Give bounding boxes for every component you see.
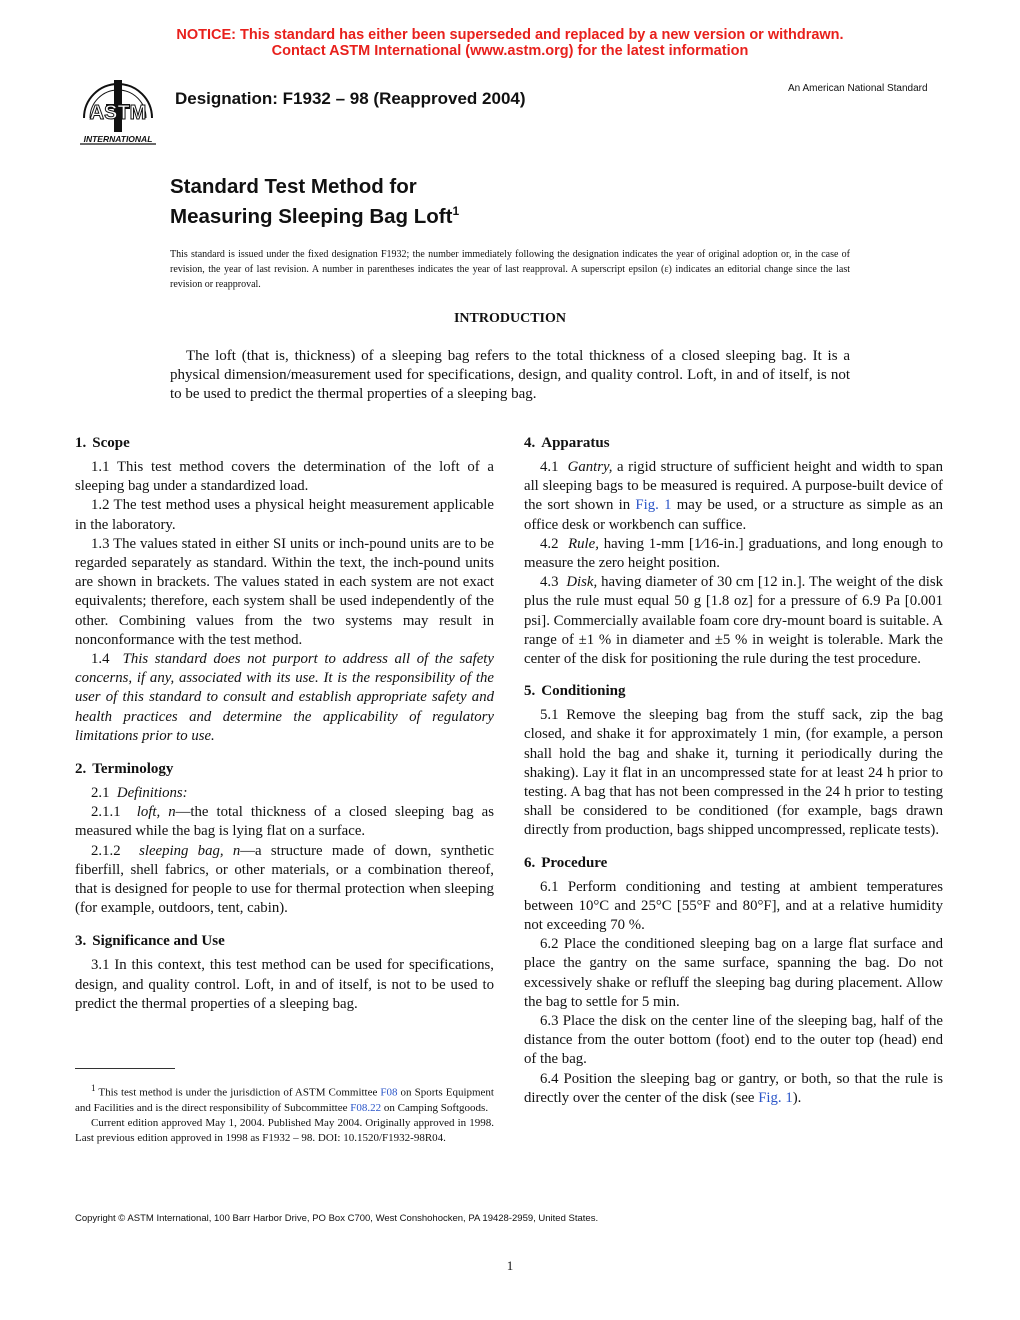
paragraph-4-3: 4.3 Disk, having diameter of 30 cm [12 in.]. The weight of the disk plus the rule must equal 50 g [1.8 oz] for a pressure of 6.9 Pa [0.001 psi]. Commercially available foam core dry-mount board is suitable. A range of ±1 % in diameter and ±5 % in weight is tolerable. Mark the center of the disk for positioning the rule during the test procedure.: [524, 574, 943, 668]
section-heading-significance: 3. Significance and Use: [75, 933, 225, 950]
introduction-text: [170, 347, 850, 405]
title-line-1: Standard Test Method for: [170, 175, 417, 198]
paragraph-1-3: 1.3 The values stated in either SI units or inch-pound units are to be regarded separately as standard. Within the text, the inch-pound units are shown in brackets. The values stated in each system are not exact equivalents; therefore, each system shall be used independently of the other. Combining values from the two systems may result in nonconformance with the test method.: [75, 535, 494, 648]
section-heading-scope: 1. Scope: [75, 435, 130, 451]
right-column: [524, 434, 943, 1108]
document-title: [170, 174, 459, 229]
paragraph-2-1-2: 2.1.2 sleeping bag, n—a structure made of down, synthetic fiberfill, shell fabrics, or other materials, or a combination thereof, that is designed for people to use for thermal protection when sleeping (for example, outdoors, tent, cabin).: [75, 842, 495, 917]
introduction-heading: INTRODUCTION: [453, 311, 566, 326]
paragraph-6-1: 6.1 Perform conditioning and testing at ambient temperatures between 10°C and 25°C [55°F and 80°F], and at a relative humidity not exceeding 70 %.: [524, 878, 943, 934]
notice-line-2: Contact ASTM International (www.astm.org) for the latest information: [271, 43, 749, 59]
paragraph-6-2: 6.2 Place the conditioned sleeping bag on a large flat surface and place the gantry on the same surface, spanning the bag. Do not excessively shake or refluff the sleeping bag during placement. Allow the bag to settle for 5 min.: [524, 936, 943, 1010]
copyright: Copyright © ASTM International, 100 Barr Harbor Drive, PO Box C700, West Conshohocken, PA 19428-2959, United States.: [75, 1213, 599, 1224]
footnote-1: $^1$ This test method is under the jurisdiction of ASTM Committee F08 on Sports Equipment and Facilities and is the direct responsibility of Subcommittee F08.22 on Camping Softgoods.: [75, 1083, 494, 1114]
committee-f08-link[interactable]: F08: [380, 1086, 398, 1099]
paragraph-4-2: 4.2 Rule, having 1-mm [1⁄16-in.] graduations, and long enough to measure the zero height position.: [524, 535, 944, 572]
paragraph-2-1: 2.1 Definitions:: [91, 785, 188, 802]
astm-logo: [76, 74, 160, 150]
logo-subtext: INTERNATIONAL: [83, 134, 153, 144]
footnote-divider: [75, 1068, 175, 1069]
paragraph-5-1: 5.1 Remove the sleeping bag from the stuff sack, zip the bag closed, and shake it for approximately 1 min, (for example, a person shall hold the bag and shake it, turning it periodically during the shaking). Lay it flat in an uncompressed state for at least 24 h prior to testing. A bag that has not been compressed in the 24 h prior to testing shall be considered to be conditioned (for example, bags drawn directly from production, bags shipped uncompressed, replicate tests).: [524, 707, 943, 839]
paragraph-6-3: 6.3 Place the disk on the center line of the sleeping bag, half of the distance from the outer bottom (foot) end to the outer top (head) end of the bag.: [524, 1013, 943, 1068]
title-footnote-ref[interactable]: 1: [452, 204, 460, 218]
section-heading-conditioning: 5. Conditioning: [524, 683, 626, 700]
fig-1-link-2[interactable]: Fig. 1: [758, 1089, 793, 1106]
title-line-2: Measuring Sleeping Bag Loft: [170, 204, 453, 228]
section-heading-apparatus: 4. Apparatus: [524, 435, 610, 451]
paragraph-1-1: 1.1 This test method covers the determination of the loft of a sleeping bag under a standardized load.: [75, 459, 494, 495]
logo-letters: ASTM: [89, 102, 147, 124]
footnote-edition: Current edition approved May 1, 2004. Published May 2004. Originally approved in 1998. Last previous edition approved in 1998 as F1932 – 98. DOI: 10.1520/F1932-98R04.: [75, 1116, 494, 1144]
notice-line-1: NOTICE: This standard has either been superseded and replaced by a new version or withdrawn.: [176, 27, 844, 43]
paragraph-2-1-1: 2.1.1 loft, n—the total thickness of a closed sleeping bag as measured while the bag is lying flat on a surface.: [75, 804, 494, 840]
paragraph-1-4: 1.4 This standard does not purport to address all of the safety concerns, if any, associated with its use. It is the responsibility of the user of this standard to consult and establish appropriate safety and health practices and determine the applicability of regulatory limitations prior to use.: [75, 651, 494, 744]
footnote: [75, 1081, 494, 1146]
subcommittee-f08-22-link[interactable]: F08.22: [350, 1101, 382, 1114]
notice-banner: [0, 27, 1020, 59]
american-national-standard: An American National Standard: [788, 83, 928, 94]
paragraph-6-4: 6.4 Position the sleeping bag or gantry, or both, so that the rule is directly over the center of the disk (see Fig. 1).: [524, 1070, 943, 1106]
paragraph-3-1: 3.1 In this context, this test method can be used for specifications, design, and quality control. Loft, in and of itself, is not to be used to predict the thermal properties of a sleeping bag.: [75, 957, 494, 1012]
introduction-paragraph: The loft (that is, thickness) of a sleeping bag refers to the total thickness of a closed sleeping bag. It is a physical dimension/measurement used for specifications, design, and quality control. Loft, in and of itself, is not to be used to predict the thermal properties of a sleeping bag.: [170, 348, 850, 403]
paragraph-1-2: 1.2 The test method uses a physical height measurement applicable in the laboratory.: [75, 497, 494, 533]
left-column: [75, 434, 494, 1014]
designation: Designation: F1932 – 98 (Reapproved 2004): [175, 89, 526, 108]
paragraph-4-1: 4.1 Gantry, a rigid structure of sufficient height and width to span all sleeping bags to be measured is required. A purpose-built device of the sort shown in Fig. 1 may be used, or a structure as simple as an office desk or workbench can suffice.: [524, 459, 943, 533]
fig-1-link[interactable]: Fig. 1: [635, 497, 672, 514]
issued-note: This standard is issued under the fixed designation F1932; the number immediately following the designation indicates the year of original adoption or, in the case of revision, the year of last revision. A number in parentheses indicates the year of last reapproval. A superscript epsilon (ε) indicates an editorial change since the last revision or reapproval.: [170, 249, 850, 290]
section-heading-procedure: 6. Procedure: [524, 854, 608, 871]
page-number: 1: [506, 1258, 514, 1273]
section-heading-terminology: 2. Terminology: [75, 761, 174, 778]
